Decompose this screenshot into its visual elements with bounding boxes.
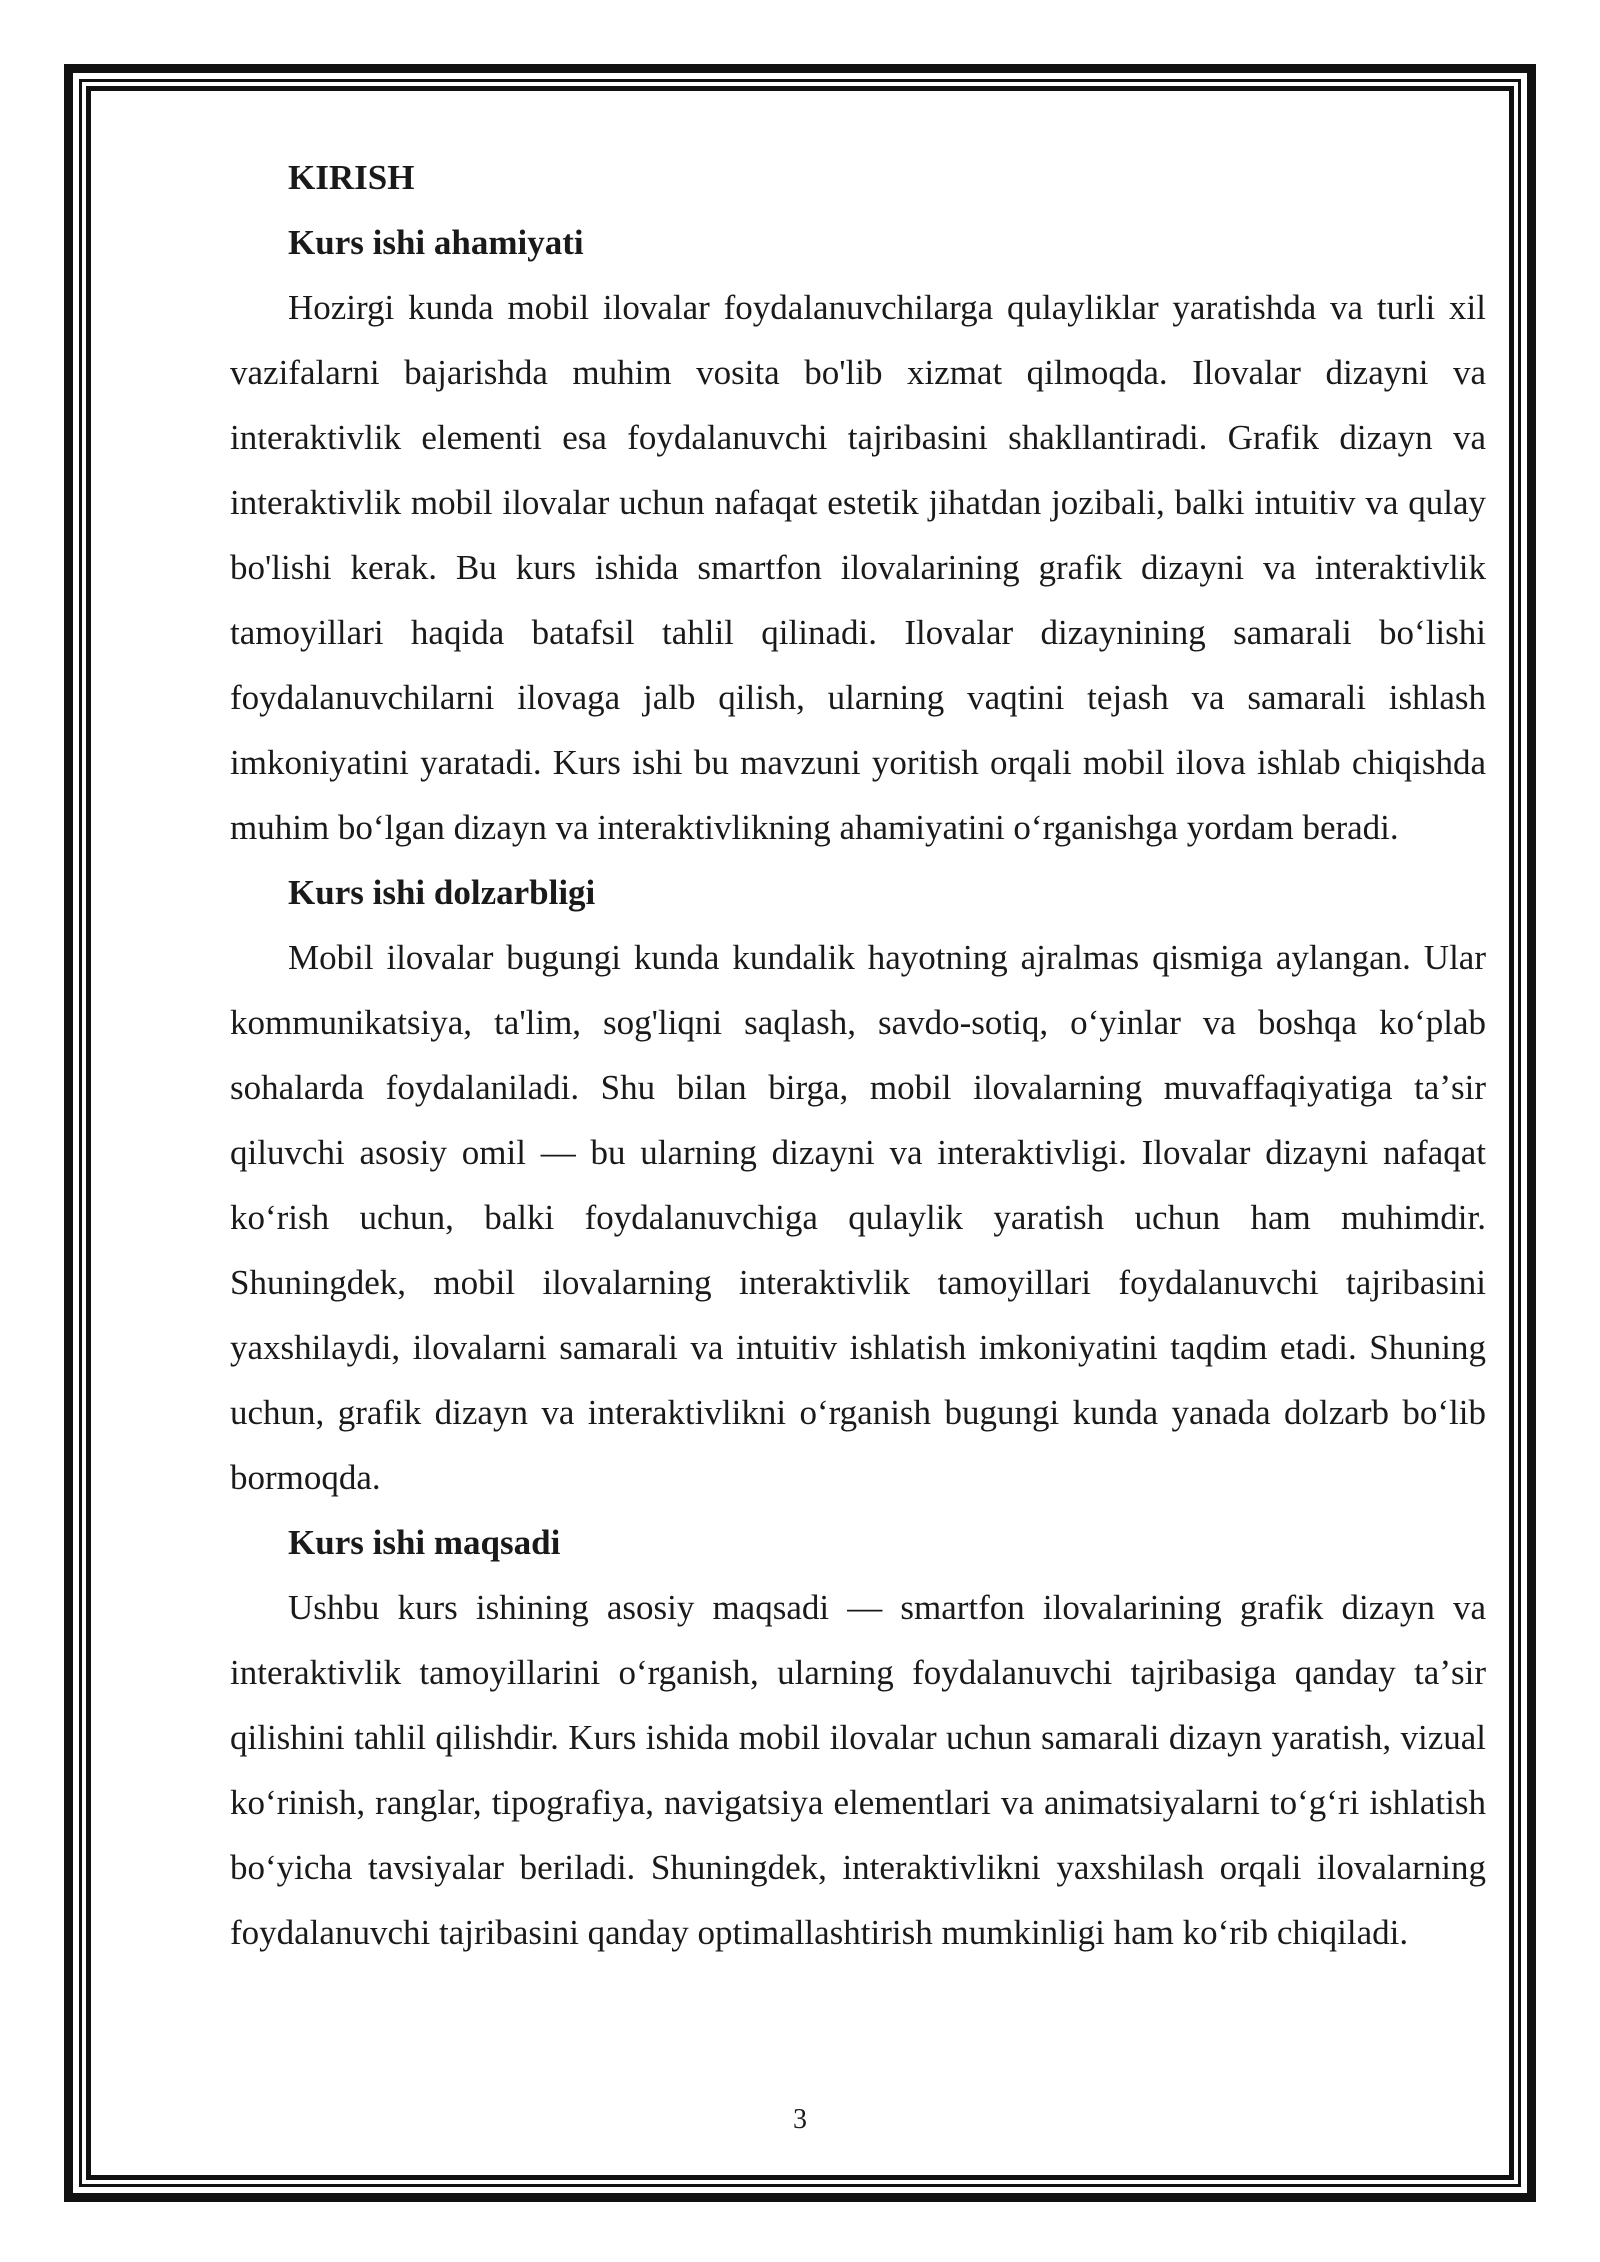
- heading-ahamiyati: Kurs ishi ahamiyati: [288, 223, 584, 262]
- heading-dolzarbligi: Kurs ishi dolzarbligi: [288, 873, 596, 912]
- section-title-kirish: KIRISH: [288, 158, 415, 197]
- page-content: [230, 145, 1486, 1965]
- paragraph-dolzarbligi: Mobil ilovalar bugungi kunda kundalik hayotning ajralmas qismiga aylangan. Ular kommunikatsiya, ta'lim, sog'liqni saqlash, savdo-sotiq, oʻyinlar va boshqa koʻplab sohalarda foydalaniladi. Shu bilan birga, mobil ilovalarning muvaffaqiyatiga taʼsir qiluvchi asosiy omil — bu ularning dizayni va interaktivligi. Ilovalar dizayni nafaqat koʻrish uchun, balki foydalanuvchiga qulaylik yaratish uchun ham muhimdir. Shuningdek, mobil ilovalarning interaktivlik tamoyillari foydalanuvchi tajribasini yaxshilaydi, ilovalarni samarali va intuitiv ishlatish imkoniyatini taqdim etadi. Shuning uchun, grafik dizayn va interaktivlikni oʻrganish bugungi kunda yanada dolzarb boʻlib bormoqda.: [230, 938, 1486, 1497]
- page-number: 3: [793, 2104, 807, 2135]
- paragraph-ahamiyati: Hozirgi kunda mobil ilovalar foydalanuvchilarga qulayliklar yaratishda va turli xil vazifalarni bajarishda muhim vosita bo'lib xizmat qilmoqda. Ilovalar dizayni va interaktivlik elementi esa foydalanuvchi tajribasini shakllantiradi. Grafik dizayn va interaktivlik mobil ilovalar uchun nafaqat estetik jihatdan jozibali, balki intuitiv va qulay bo'lishi kerak. Bu kurs ishida smartfon ilovalarining grafik dizayni va interaktivlik tamoyillari haqida batafsil tahlil qilinadi. Ilovalar dizaynining samarali boʻlishi foydalanuvchilarni ilovaga jalb qilish, ularning vaqtini tejash va samarali ishlash imkoniyatini yaratadi. Kurs ishi bu mavzuni yoritish orqali mobil ilova ishlab chiqishda muhim boʻlgan dizayn va interaktivlikning ahamiyatini oʻrganishga yordam beradi.: [230, 288, 1486, 847]
- paragraph-maqsadi: Ushbu kurs ishining asosiy maqsadi — smartfon ilovalarining grafik dizayn va interaktivlik tamoyillarini oʻrganish, ularning foydalanuvchi tajribasiga qanday taʼsir qilishini tahlil qilishdir. Kurs ishida mobil ilovalar uchun samarali dizayn yaratish, vizual koʻrinish, ranglar, tipografiya, navigatsiya elementlari va animatsiyalarni toʻgʻri ishlatish boʻyicha tavsiyalar beriladi. Shuningdek, interaktivlikni yaxshilash orqali ilovalarning foydalanuvchi tajribasini qanday optimallashtirish mumkinligi ham koʻrib chiqiladi.: [230, 1588, 1486, 1952]
- heading-maqsadi: Kurs ishi maqsadi: [288, 1523, 561, 1562]
